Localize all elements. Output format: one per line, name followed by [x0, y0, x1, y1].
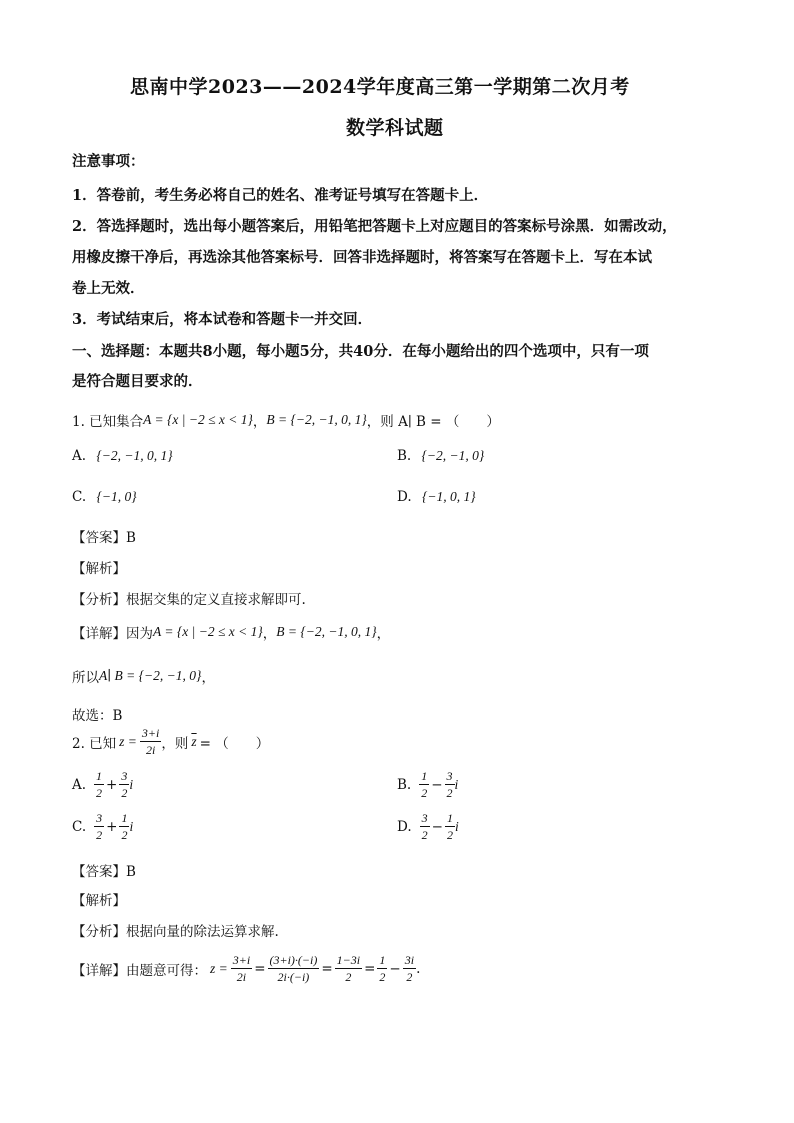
page-title: 思南中学2023——2024学年度高三第一学期第二次月考 [130, 76, 630, 98]
notice-item-3: 3．考试结束后，将本试卷和答题卡一并交回． [72, 311, 373, 328]
frac-den: 2 [121, 786, 128, 800]
question-2-prefix: 2. 已知 [72, 735, 117, 752]
detail-lhs: z = [210, 960, 228, 976]
detail-fraction-1 [231, 954, 252, 983]
question-2-analysis: 【分析】根据向量的除法运算求解. [72, 924, 279, 940]
question-2-option-b [397, 770, 458, 799]
frac-den: 2 [96, 786, 103, 800]
frac-den: 2i [236, 970, 247, 984]
detail-set-a: A = {x | −2 ≤ x < 1} [153, 624, 263, 639]
frac-num: 3i [404, 953, 415, 967]
option-c-label: C. [72, 818, 87, 835]
question-1-analysis-heading: 【解析】 [72, 561, 126, 577]
question-2-detail [72, 954, 420, 983]
option-d-frac-2 [445, 812, 455, 841]
notice-item-2-line-1: 2．答选择题时，选出每小题答案后，用铅笔把答题卡上对应题目的答案标号涂黑．如需改动， [72, 218, 677, 235]
option-a-frac-2 [119, 770, 129, 799]
question-1-choice: 故选：B [72, 708, 123, 724]
notice-item-1: 1．答卷前，考生务必将自己的姓名、准考证号填写在答题卡上． [72, 187, 489, 204]
frac-num: 3 [121, 769, 128, 783]
question-1-answer: 【答案】B [72, 530, 136, 546]
frac-num: 1−3i [336, 953, 361, 967]
question-1-option-b [397, 448, 484, 464]
option-d-value: {−1, 0, 1} [421, 489, 476, 504]
question-2-option-d [397, 812, 459, 841]
detail-fraction-3 [335, 954, 362, 983]
option-a-label: A. [72, 776, 87, 793]
notice-item-2-line-2: 用橡皮擦干净后，再选涂其他答案标号．回答非选择题时，将答案写在答题卡上．写在本试 [72, 249, 652, 266]
option-b-label: B. [397, 776, 412, 793]
question-1-conclusion [72, 666, 215, 686]
frac-num: 1 [421, 769, 428, 783]
frac-den: 2 [421, 786, 428, 800]
option-a-label: A. [72, 448, 87, 464]
question-1-ask: ，则 A∣ B = （ ） [366, 414, 500, 430]
question-1-prefix: 1. 已知集合 [72, 414, 144, 430]
option-b-frac-1 [419, 770, 429, 799]
frac-num: 1 [379, 953, 386, 967]
option-d-label: D. [397, 489, 412, 505]
frac-den: 2 [345, 970, 352, 984]
option-d-label: D. [397, 818, 412, 835]
section-heading-line-1: 一、选择题：本题共8小题，每小题5分，共40分．在每小题给出的四个选项中，只有一项 [72, 343, 649, 360]
question-1-set-b: B = {−2, −1, 0, 1} [266, 412, 367, 427]
imaginary-unit: i [454, 776, 459, 792]
detail-equals-2: = [321, 960, 333, 977]
frac-den: 2 [421, 828, 428, 842]
conclusion-expression: A∣ B = {−2, −1, 0} [99, 668, 202, 683]
question-2-ask-end: = （ ） [199, 735, 270, 752]
option-c-operator: + [106, 818, 118, 835]
option-a-frac-1 [94, 770, 104, 799]
option-d-frac-1 [420, 812, 430, 841]
frac-den: 2 [96, 828, 103, 842]
option-b-frac-2 [445, 770, 455, 799]
frac-den: 2i·(−i) [277, 970, 310, 984]
question-2-fraction [140, 727, 161, 756]
question-1-detail [72, 622, 390, 642]
imaginary-unit: i [454, 818, 459, 834]
question-2-option-a [72, 770, 133, 799]
frac-den: 2 [121, 828, 128, 842]
option-c-label: C. [72, 489, 87, 505]
question-1-option-d [397, 489, 476, 505]
detail-minus: − [389, 960, 401, 977]
option-b-label: B. [397, 448, 412, 464]
frac-den: 2 [446, 828, 453, 842]
question-1-comma: ， [252, 414, 267, 430]
option-b-operator: − [431, 776, 443, 793]
detail-separator: ， [262, 626, 277, 642]
section-heading-line-2: 是符合题目要求的． [72, 373, 203, 390]
option-d-operator: − [431, 818, 443, 835]
question-1-option-a [72, 448, 173, 464]
option-b-value: {−2, −1, 0} [421, 448, 485, 463]
question-2 [72, 727, 269, 756]
question-1-analysis: 【分析】根据交集的定义直接求解即可. [72, 592, 306, 608]
notice-item-2-line-3: 卷上无效． [72, 280, 145, 297]
frac-num: 3 [421, 811, 428, 825]
imaginary-unit: i [129, 776, 134, 792]
option-c-frac-1 [94, 812, 104, 841]
frac-num: 3+i [232, 953, 251, 967]
detail-equals-3: = [364, 960, 376, 977]
conclusion-prefix: 所以 [72, 670, 99, 686]
frac-den: 2 [446, 786, 453, 800]
question-2-answer: 【答案】B [72, 864, 136, 880]
question-2-z-conjugate: $\overline{z}$ [191, 733, 197, 749]
detail-fraction-2 [268, 954, 320, 983]
fraction-numerator: 3+i [141, 726, 160, 740]
detail-prefix: 【详解】因为 [72, 626, 153, 642]
detail-fraction-5 [403, 954, 416, 983]
frac-den: 2 [406, 970, 413, 984]
option-a-operator: + [106, 776, 118, 793]
frac-num: 3 [446, 769, 453, 783]
frac-num: (3+i)·(−i) [269, 953, 318, 967]
conclusion-end: ， [201, 670, 215, 686]
question-2-option-c [72, 812, 133, 841]
page-subtitle: 数学科试题 [346, 117, 444, 139]
frac-num: 1 [446, 811, 453, 825]
detail-set-b: B = {−2, −1, 0, 1} [276, 624, 377, 639]
option-a-value: {−2, −1, 0, 1} [96, 448, 173, 463]
imaginary-unit: i [129, 818, 134, 834]
question-2-ask-mid: ，则 [161, 735, 189, 752]
question-2-z-lhs: z = [119, 733, 137, 749]
detail-equals-1: = [254, 960, 266, 977]
notice-heading: 注意事项： [72, 153, 145, 170]
frac-num: 3 [96, 811, 103, 825]
question-1-option-c [72, 489, 137, 505]
option-c-frac-2 [119, 812, 129, 841]
question-2-analysis-heading: 【解析】 [72, 893, 126, 909]
fraction-denominator: 2i [145, 743, 156, 757]
frac-num: 1 [121, 811, 128, 825]
question-1-set-a: A = {x | −2 ≤ x < 1} [143, 412, 253, 427]
question-1 [72, 410, 500, 430]
detail-fraction-4 [377, 954, 387, 983]
detail-end: ， [376, 626, 391, 642]
frac-num: 1 [96, 769, 103, 783]
detail-prefix: 【详解】由题意可得： [72, 962, 207, 979]
option-c-value: {−1, 0} [96, 489, 137, 504]
detail-period: . [416, 960, 421, 977]
frac-den: 2 [379, 970, 386, 984]
